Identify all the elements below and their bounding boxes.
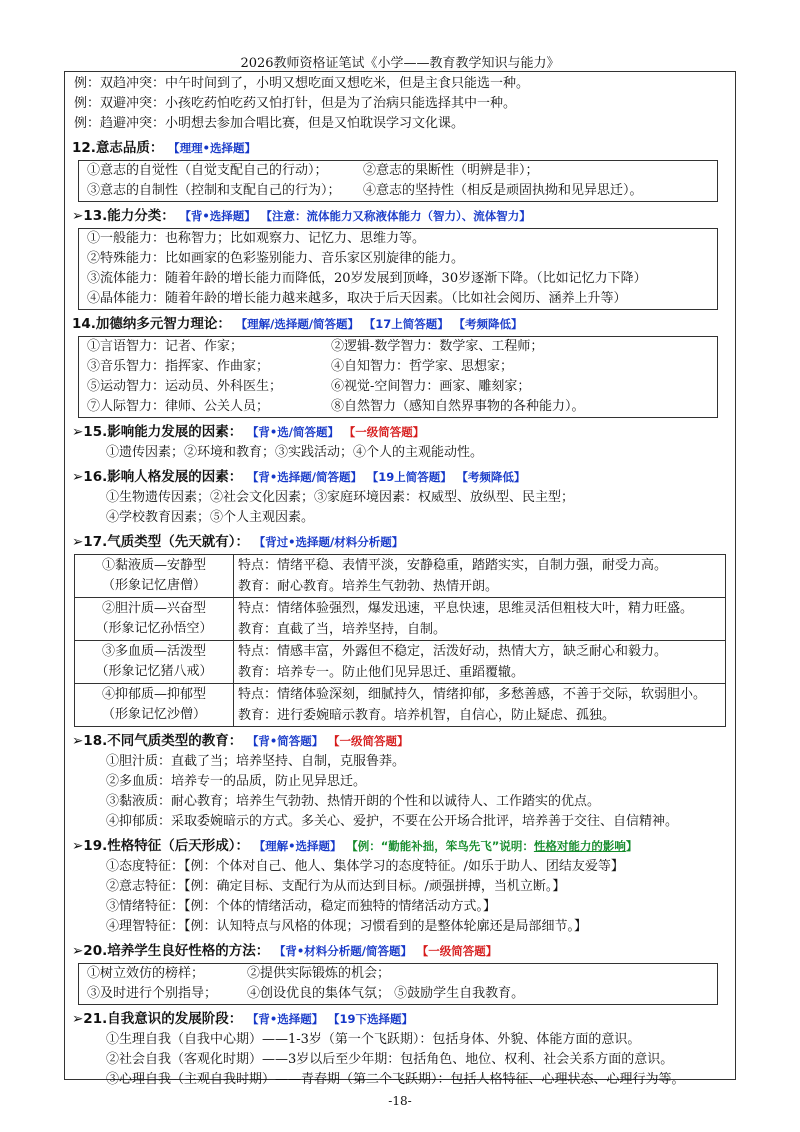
section-title: ➢21.自我意识的发展阶段： — [72, 1011, 243, 1027]
section-title: 12.意志品质： — [72, 140, 164, 156]
box-row — [79, 337, 717, 357]
section-title: 14.加德纳多元智力理论： — [72, 316, 231, 332]
note-prefix: 【例：“勤能补拙，笨鸟先飞”说明： — [346, 839, 534, 853]
page-content — [72, 74, 732, 1090]
section-tag: 【背•选/简答题】 — [246, 425, 339, 439]
section-20-heading — [72, 940, 732, 962]
table-row — [75, 641, 726, 684]
page-number: -18- — [388, 1094, 412, 1108]
list-item: ④理智特征：【例：认知特点与风格的体现；习惯看到的是整体轮廓还是局部细节。】 — [106, 919, 588, 934]
type-cell — [75, 555, 234, 598]
box-cell: ②意志的果断性（明辨是非）； — [363, 163, 539, 178]
type-edu: 教育：进行委婉暗示教育。培养机智，自信心，防止疑虑、孤独。 — [238, 708, 616, 723]
box-line: ①一般能力：也称智力；比如观察力、记忆力、思维力等。 — [87, 231, 426, 246]
list-item: ①生理自我（自我中心期）——1-3岁（第一个飞跃期）：包括身体、外貌、体能方面的意识。 — [106, 1032, 641, 1047]
box-line: ②特殊能力：比如画家的色彩鉴别能力、音乐家区别旋律的能力。 — [87, 251, 465, 266]
box-cell: ②提供实际锻炼的机会； — [247, 966, 391, 981]
section-title: ➢18.不同气质类型的教育： — [72, 733, 243, 749]
section-title: ➢13.能力分类： — [72, 208, 175, 224]
box-line: ③流体能力：随着年龄的增长能力而降低，20岁发展到顶峰，30岁逐渐下降。（比如记忆力下降） — [87, 271, 647, 286]
will-quality-box — [78, 160, 718, 202]
section-note — [346, 839, 637, 853]
page-header: 2026教师资格证笔试《小学——教育教学知识与能力》 — [240, 56, 560, 71]
section-tag: 【一级简答题】 — [328, 734, 409, 748]
note-underlined: 性格对能力的影响 — [533, 839, 626, 853]
section-15-heading — [72, 421, 732, 443]
box-line: ④晶体能力：随着年龄的增长能力越来越多，取决于后天因素。（比如社会阅历、涵养上升等） — [87, 291, 627, 306]
section-tag: 【背•选择题】 — [179, 209, 256, 223]
list-item: ①态度特征：【例：个体对自己、他人、集体学习的态度特征。/如乐于助人、团结友爱等】 — [106, 859, 624, 874]
list-item: ②社会自我（客观化时期）——3岁以后至少年期：包括角色、地位、权利、社会关系方面的意识。 — [106, 1052, 674, 1067]
personality-methods-box — [78, 963, 718, 1005]
type-cell — [75, 641, 234, 684]
list-item: ②多血质：培养专一的品质，防止见异思迁。 — [106, 774, 367, 789]
box-cell: ④创设优良的集体气氛； ⑤鼓励学生自我教育。 — [247, 986, 525, 1001]
section-16-heading — [72, 466, 732, 488]
note-suffix: 】 — [625, 839, 638, 853]
section-tag: 【一级简答题】 — [416, 944, 498, 958]
box-row — [79, 161, 717, 181]
list-item: ①生物遗传因素；②社会文化因素；③家庭环境因素：权威型、放纵型、民主型； — [106, 490, 575, 505]
type-trait: 特点：情绪体验强烈，爆发迅速，平息快速，思维灵活但粗枝大叶，精力旺盛。 — [238, 601, 694, 616]
section-tag: 【17上简答题】 — [363, 317, 449, 331]
list-item: ③黏液质：耐心教育；培养生气勃勃、热情开朗的个性和以诚待人、工作踏实的优点。 — [106, 794, 601, 809]
section-18-heading — [72, 730, 732, 752]
example-line: 例：双趋冲突：中午时间到了，小明又想吃面又想吃米，但是主食只能选一种。 — [74, 76, 530, 91]
section-title: ➢19.性格特征（后天形成）： — [72, 838, 249, 854]
list-item: ①遗传因素；②环境和教育；③实践活动；④个人的主观能动性。 — [106, 445, 484, 460]
section-tag: 【理解/选择题/简答题】 — [235, 317, 360, 331]
intelligence-box — [78, 336, 718, 418]
section-tag: 【背过•选择题/材料分析题】 — [253, 535, 404, 549]
section-tag: 【背•选择题/简答题】 — [246, 470, 362, 484]
type-trait: 特点：情绪体验深刻，细腻持久，情绪抑郁，多愁善感，不善于交际，软弱胆小。 — [238, 687, 707, 702]
box-cell: ③意志的自制性（控制和支配自己的行为）； — [87, 183, 341, 198]
box-cell: ②逻辑-数学智力：数学家、工程师； — [331, 339, 544, 354]
list-item: ④抑郁质：采取委婉暗示的方式。多关心、爱护，不要在公开场合批评，培养善于交往、自信精神。 — [106, 814, 679, 829]
box-cell: ⑥视觉-空间智力：画家、雕刻家； — [331, 379, 531, 394]
box-cell: ①意志的自觉性（自觉支配自己的行动）； — [87, 163, 328, 178]
section-14-heading — [72, 313, 732, 335]
box-cell: ④自知智力：哲学家、思想家； — [331, 359, 514, 374]
section-tag: 【注意：流体能力又称液体能力（智力）、流体智力】 — [260, 209, 531, 223]
list-item: ④学校教育因素；⑤个人主观因素。 — [106, 510, 315, 525]
box-cell: ④意志的坚持性（相反是顽固执拗和见异思迁）。 — [363, 183, 643, 198]
box-row — [79, 181, 717, 201]
section-tag: 【一级简答题】 — [343, 425, 425, 439]
box-row — [79, 984, 717, 1004]
section-tag: 【考频降低】 — [453, 317, 523, 331]
section-19-heading — [72, 835, 732, 857]
box-row — [79, 964, 717, 984]
section-tag: 【理解•选择题】 — [253, 839, 342, 853]
type-cell — [75, 598, 234, 641]
box-cell: ①树立效仿的榜样； — [87, 966, 205, 981]
box-cell: ⑤运动智力：运动员、外科医生； — [87, 379, 283, 394]
section-tag: 【背•简答题】 — [246, 734, 324, 748]
list-item: ③情绪特征：【例：个体的情绪活动，稳定而独特的情绪活动方式。】 — [106, 899, 497, 914]
type-trait: 特点：情绪平稳、表情平淡，安静稳重，踏踏实实，自制力强，耐受力高。 — [238, 558, 668, 573]
box-cell: ③音乐智力：指挥家、作曲家； — [87, 359, 270, 374]
type-edu: 教育：直截了当，培养坚持，自制。 — [238, 622, 447, 637]
type-memo: （形象记忆猪八戒） — [95, 664, 213, 679]
section-13-heading — [72, 205, 732, 227]
box-cell: ⑦人际智力：律师、公关人员； — [87, 399, 270, 414]
section-title: ➢17.气质类型（先天就有）： — [72, 534, 249, 550]
type-edu: 教育：耐心教育。培养生气勃勃、热情开朗。 — [238, 579, 499, 594]
section-title: ➢15.影响能力发展的因素： — [72, 424, 243, 440]
box-row — [79, 377, 717, 397]
section-17-heading — [72, 531, 732, 553]
temperament-table — [74, 554, 726, 727]
example-line: 例：双避冲突：小孩吃药怕吃药又怕打针，但是为了治病只能选择其中一种。 — [74, 96, 517, 111]
detail-cell — [234, 598, 726, 641]
box-row — [79, 397, 717, 417]
section-tag: 【考频降低】 — [456, 470, 526, 484]
section-title: ➢20.培养学生良好性格的方法： — [72, 943, 270, 959]
section-tag: 【19下选择题】 — [328, 1012, 414, 1026]
type-name: ③多血质—活泼型 — [101, 644, 206, 659]
type-trait: 特点：情感丰富，外露但不稳定，活泼好动，热情大方，缺乏耐心和毅力。 — [238, 644, 668, 659]
list-item: ②意志特征：【例：确定目标、支配行为从而达到目标。/顽强拼搏，当机立断。】 — [106, 879, 566, 894]
table-row — [75, 684, 726, 727]
type-memo: （形象记忆沙僧） — [101, 707, 206, 722]
intro-examples — [72, 74, 732, 134]
table-row — [75, 598, 726, 641]
section-12-heading — [72, 137, 732, 159]
detail-cell — [234, 555, 726, 598]
type-cell — [75, 684, 234, 727]
section-21-heading — [72, 1008, 732, 1030]
section-tag: 【背•选择题】 — [246, 1012, 324, 1026]
detail-cell — [234, 641, 726, 684]
section-tag: 【19上简答题】 — [366, 470, 452, 484]
list-item: ①胆汁质：直截了当；培养坚持、自制，克服鲁莽。 — [106, 754, 406, 769]
table-row — [75, 555, 726, 598]
type-name: ④抑郁质—抑郁型 — [101, 687, 206, 702]
type-edu: 教育：培养专一。防止他们见异思迁、重蹈覆辙。 — [238, 665, 525, 680]
type-memo: （形象记忆孙悟空） — [95, 621, 213, 636]
type-name: ②胆汁质—兴奋型 — [101, 601, 206, 616]
list-item: ③心理自我（主观自我时期）——青春期（第二个飞跃期）：包括人格特征、心理状态、心理行为等。 — [106, 1072, 685, 1087]
box-row — [79, 357, 717, 377]
box-cell: ⑧自然智力（感知自然界事物的各种能力）。 — [331, 399, 585, 414]
section-tag: 【背•材料分析题/简答题】 — [273, 944, 412, 958]
section-tag: 【理理•选择题】 — [168, 141, 256, 155]
example-line: 例：趋避冲突：小明想去参加合唱比赛，但是又怕耽误学习文化课。 — [74, 116, 465, 131]
box-cell: ③及时进行个别指导； — [87, 986, 218, 1001]
box-cell: ①言语智力：记者、作家； — [87, 339, 244, 354]
section-title: ➢16.影响人格发展的因素： — [72, 469, 243, 485]
ability-box — [78, 228, 718, 310]
detail-cell — [234, 684, 726, 727]
type-name: ①黏液质—安静型 — [101, 558, 206, 573]
type-memo: （形象记忆唐僧） — [101, 578, 206, 593]
